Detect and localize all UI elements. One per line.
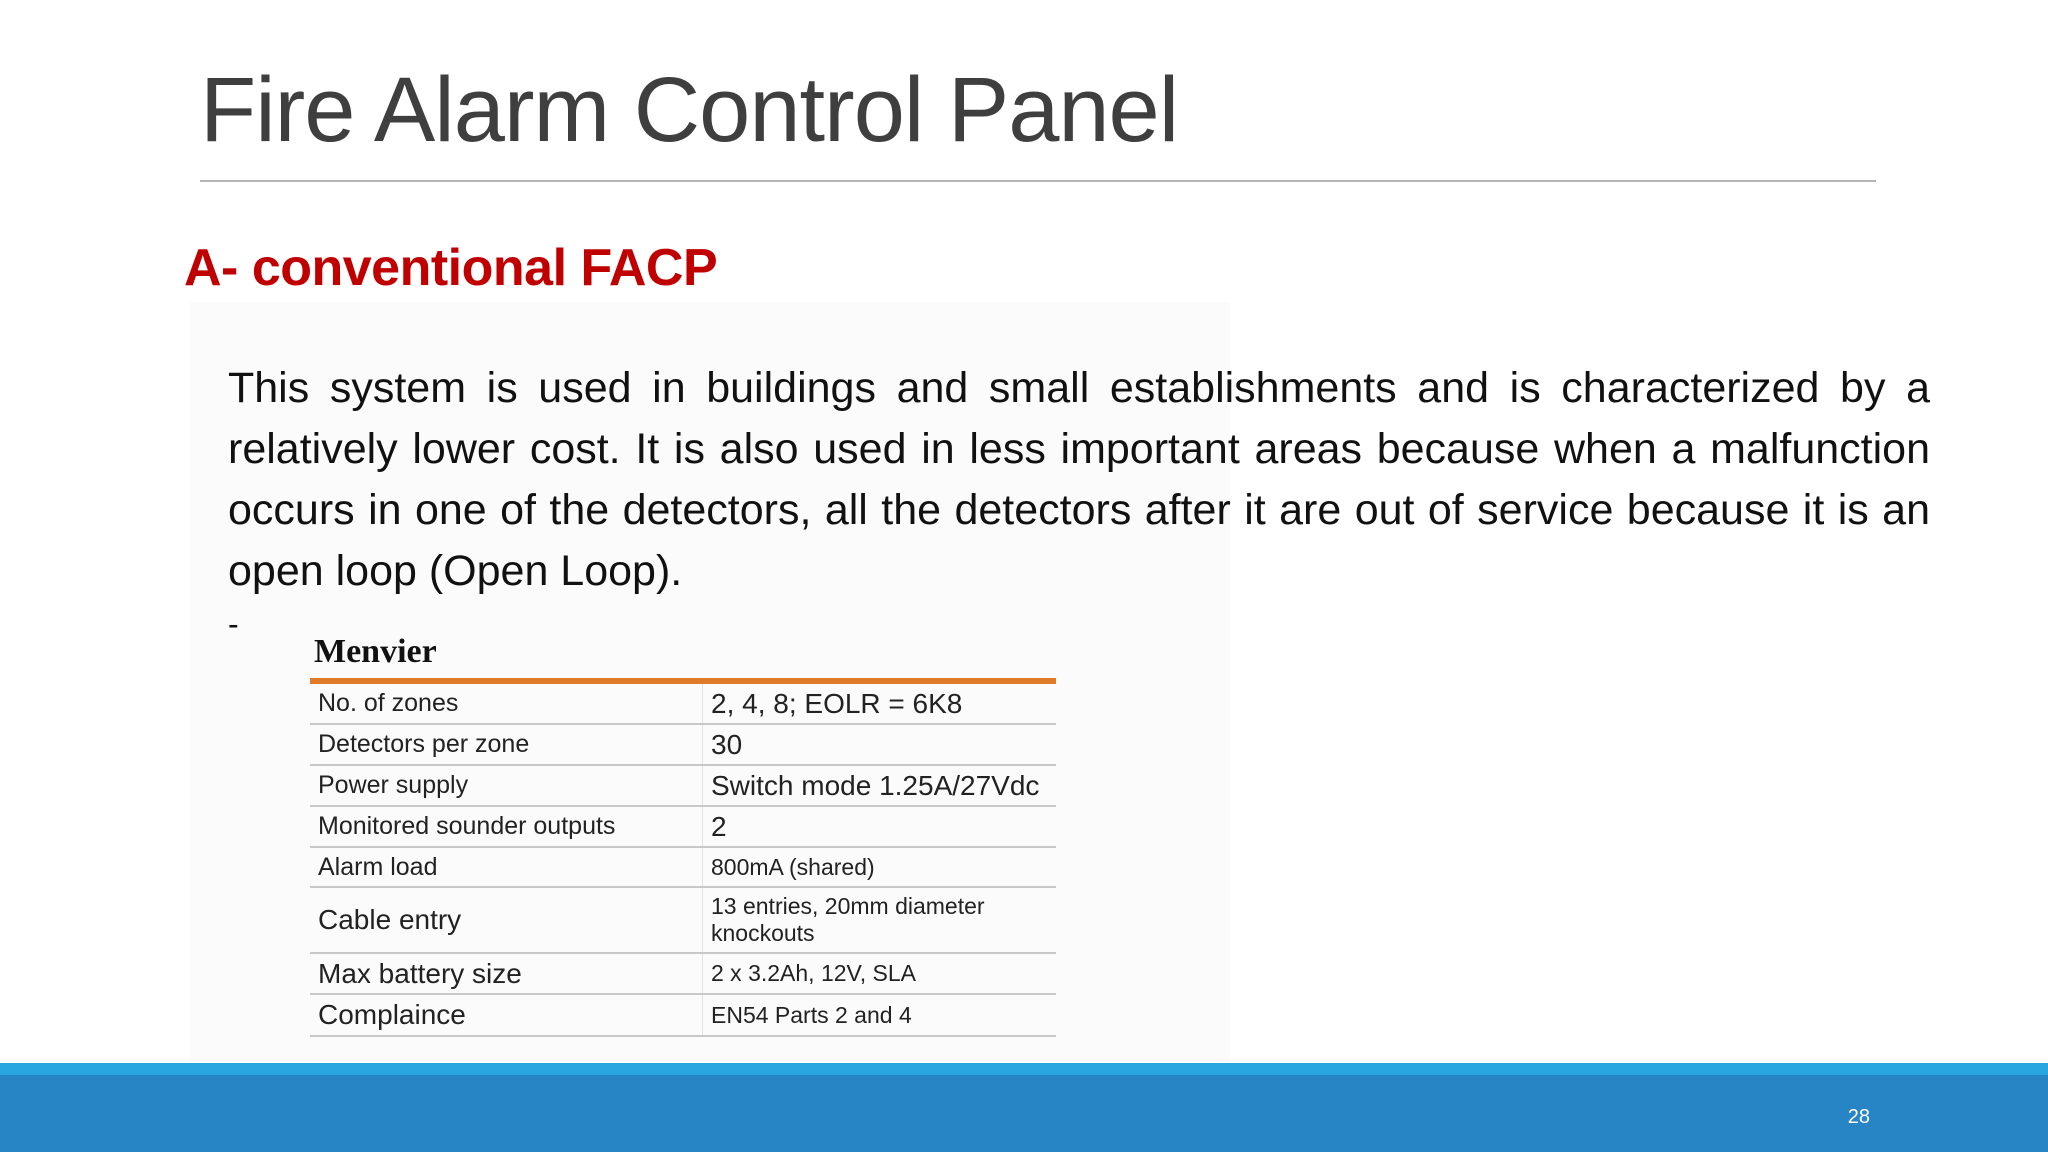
bullet-dash: - xyxy=(228,606,239,642)
section-heading: A- conventional FACP xyxy=(184,239,718,297)
table-row xyxy=(310,847,1056,887)
spec-value: 13 entries, 20mm diameter knockouts xyxy=(703,887,1057,953)
spec-label: Detectors per zone xyxy=(310,724,703,765)
spec-label: Monitored sounder outputs xyxy=(310,806,703,847)
footer-accent-bar xyxy=(0,1063,2048,1075)
table-row xyxy=(310,765,1056,806)
spec-label: Alarm load xyxy=(310,847,703,887)
spec-value: 30 xyxy=(703,724,1057,765)
spec-sheet xyxy=(310,630,1056,1037)
spec-value: 2 xyxy=(703,806,1057,847)
brand-name: Menvier xyxy=(314,633,437,670)
spec-label: Power supply xyxy=(310,765,703,806)
spec-value: 2, 4, 8; EOLR = 6K8 xyxy=(703,684,1057,724)
table-row xyxy=(310,724,1056,765)
spec-label: Cable entry xyxy=(310,887,703,953)
spec-label: Max battery size xyxy=(310,953,703,994)
spec-label: No. of zones xyxy=(310,684,703,724)
spec-table xyxy=(310,684,1056,1037)
table-row xyxy=(310,994,1056,1036)
table-row xyxy=(310,806,1056,847)
spec-label: Complaince xyxy=(310,994,703,1036)
title-divider xyxy=(200,180,1876,182)
table-row xyxy=(310,887,1056,953)
slide-title: Fire Alarm Control Panel xyxy=(200,59,1179,161)
spec-value: 800mA (shared) xyxy=(703,847,1057,887)
table-row xyxy=(310,953,1056,994)
spec-value: 2 x 3.2Ah, 12V, SLA xyxy=(703,953,1057,994)
body-paragraph: This system is used in buildings and small establishments and is characterized by a relatively lower cost. It is also used in less important areas because when a malfunction occurs in one of the detectors, all the detectors after it are out of service because it is an open loop (Open Loop). xyxy=(228,364,1930,595)
page-number: 28 xyxy=(1847,1106,1870,1128)
spec-value: EN54 Parts 2 and 4 xyxy=(703,994,1057,1036)
footer-bar xyxy=(0,1075,2048,1152)
table-row xyxy=(310,684,1056,724)
spec-value: Switch mode 1.25A/27Vdc xyxy=(703,765,1057,806)
